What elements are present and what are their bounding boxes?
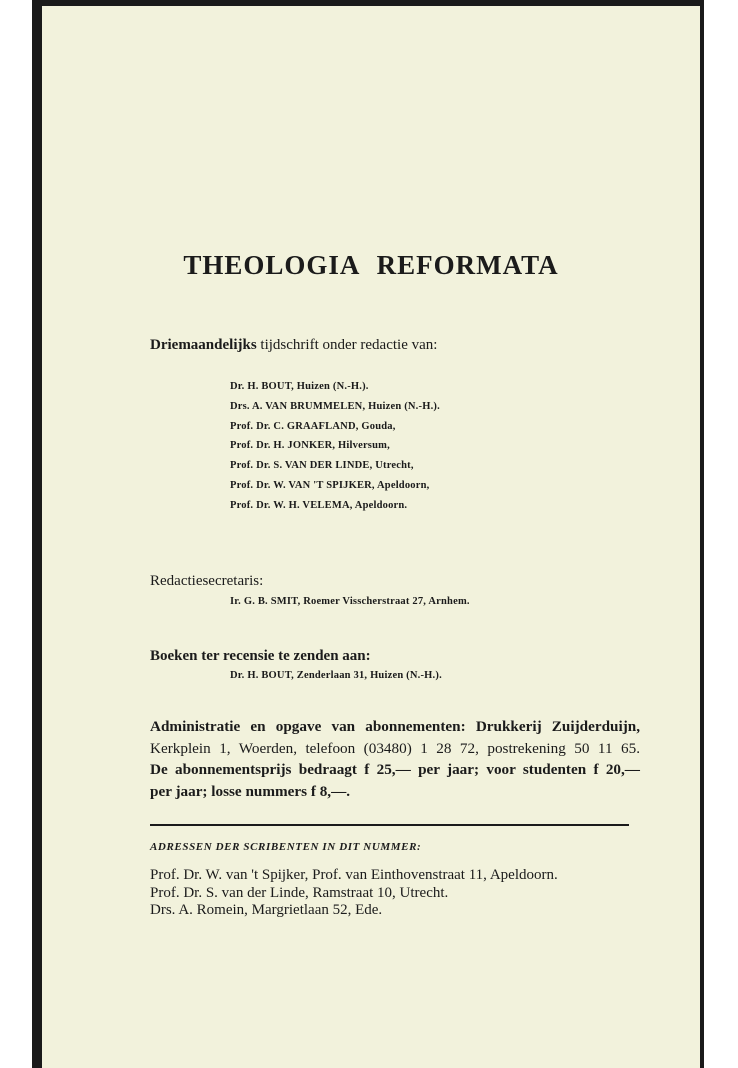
editor-item: Prof. Dr. H. JONKER, Hilversum, (230, 440, 390, 452)
administration-line: per jaar; losse nummers f 8,—. (150, 782, 351, 800)
scan-border-left (32, 0, 42, 1068)
books-entry: Dr. H. BOUT, Zenderlaan 31, Huizen (N.-H.). (230, 670, 442, 681)
author-address: Prof. Dr. W. van 't Spijker, Prof. van Einthovenstraat 11, Apeldoorn. (150, 867, 558, 883)
editor-item: Prof. Dr. W. VAN 'T SPIJKER, Apeldoorn, (230, 479, 430, 491)
administration-line: Administratie en opgave van abonnementen: Drukkerij Zuijderduijn, (150, 718, 640, 735)
administration-line: Kerkplein 1, Woerden, telefoon (03480) 1 28 72, postrekening 50 11 65. (150, 739, 640, 757)
books-label: Boeken ter recensie te zenden aan: (150, 648, 371, 664)
scan-border-right (700, 0, 704, 1068)
authors-heading: ADRESSEN DER SCRIBENTEN IN DIT NUMMER: (150, 841, 422, 853)
administration-line: De abonnementsprijs bedraagt f 25,— per jaar; voor studenten f 20,— (150, 761, 640, 778)
author-address-list (150, 867, 558, 920)
horizontal-rule (150, 824, 629, 826)
journal-title: THEOLOGIA REFORMATA (183, 250, 559, 280)
editorial-intro (150, 337, 437, 354)
editor-item: Dr. H. BOUT, Huizen (N.-H.). (230, 381, 369, 392)
paper-sheet (42, 6, 700, 1068)
editor-item: Drs. A. VAN BRUMMELEN, Huizen (N.-H.). (230, 400, 440, 412)
administration-block (150, 716, 640, 802)
editorial-intro-bold: Driemaandelijks (150, 337, 257, 353)
editor-item: Prof. Dr. S. VAN DER LINDE, Utrecht, (230, 460, 414, 472)
author-address: Drs. A. Romein, Margrietlaan 52, Ede. (150, 902, 383, 918)
secretary-entry: Ir. G. B. SMIT, Roemer Visscherstraat 27, Arnhem. (230, 596, 470, 607)
author-address: Prof. Dr. S. van der Linde, Ramstraat 10, Utrecht. (150, 884, 449, 901)
editorial-intro-rest: tijdschrift onder redactie van: (256, 337, 438, 353)
editor-item: Prof. Dr. W. H. VELEMA, Apeldoorn. (230, 499, 408, 511)
editor-list (230, 377, 440, 516)
editor-item: Prof. Dr. C. GRAAFLAND, Gouda, (230, 420, 396, 432)
secretary-label: Redactiesecretaris: (150, 573, 264, 589)
